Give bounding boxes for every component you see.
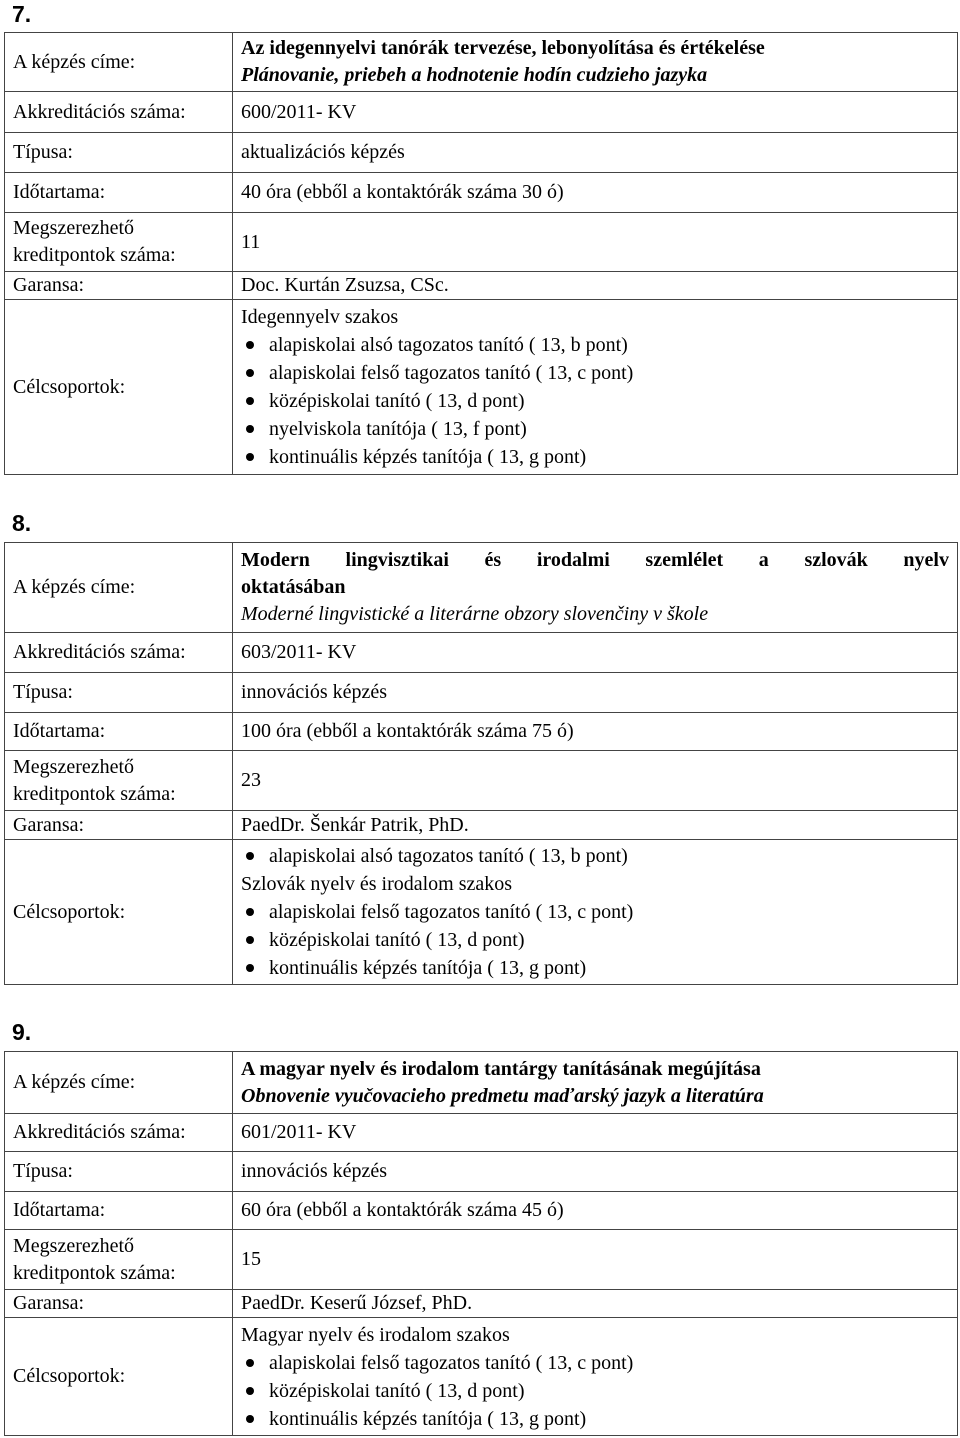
title-slovak: Plánovanie, priebeh a hodnotenie hodín cudzieho jazyka (241, 64, 708, 86)
target-list (241, 1349, 949, 1433)
title-hungarian: Modern lingvisztikai és irodalmi szemlélet a szlovák nyelv (241, 549, 949, 571)
title-hungarian-cont: oktatásában (241, 576, 346, 598)
section-number: 7. (12, 1, 32, 27)
title-cell (233, 543, 958, 633)
duration-value: 40 óra (ebből a kontaktórák száma 30 ó) (233, 173, 958, 213)
type-row (5, 1152, 958, 1192)
guarantor-label: Garansa: (5, 811, 233, 840)
credits-label (5, 213, 233, 272)
guarantor-row (5, 811, 958, 840)
target-cell (233, 1318, 958, 1436)
target-heading: Szlovák nyelv és irodalom szakos (241, 873, 513, 895)
credits-label-line2: kreditpontok száma: (13, 244, 176, 266)
title-slovak: Moderné lingvistické a literárne obzory slovenčiny v škole (241, 603, 709, 625)
list-item: alapiskolai alsó tagozatos tanító ( 13, b pont) (269, 331, 949, 359)
duration-label: Időtartama: (5, 1192, 233, 1230)
target-list (241, 331, 949, 471)
target-row (5, 1318, 958, 1436)
target-row (5, 840, 958, 985)
accreditation-label: Akkreditációs száma: (5, 92, 233, 133)
guarantor-value: Doc. Kurtán Zsuzsa, CSc. (233, 272, 958, 300)
section-number: 9. (12, 1019, 32, 1045)
credits-row (5, 1230, 958, 1290)
credits-label-line1: Megszerezhető (13, 1234, 135, 1257)
title-hungarian: Az idegennyelvi tanórák tervezése, lebonyolítása és értékelése (241, 37, 765, 59)
course-table (4, 1051, 958, 1436)
list-item: középiskolai tanító ( 13, d pont) (269, 1377, 949, 1405)
type-value: innovációs képzés (233, 673, 958, 713)
accreditation-label: Akkreditációs száma: (5, 1114, 233, 1152)
guarantor-value: PaedDr. Šenkár Patrik, PhD. (233, 811, 958, 840)
guarantor-row (5, 1290, 958, 1318)
credits-value: 15 (233, 1230, 958, 1290)
section-number: 8. (12, 510, 32, 536)
type-label: Típusa: (5, 1152, 233, 1192)
title-cell (233, 33, 958, 92)
course-table (4, 542, 958, 985)
type-label: Típusa: (5, 673, 233, 713)
target-heading: Magyar nyelv és irodalom szakos (241, 1323, 510, 1346)
duration-row (5, 173, 958, 213)
guarantor-label: Garansa: (5, 272, 233, 300)
credits-label (5, 1230, 233, 1290)
accreditation-value: 603/2011- KV (233, 633, 958, 673)
list-item: kontinuális képzés tanítója ( 13, g pont) (269, 443, 949, 471)
target-label: Célcsoportok: (5, 300, 233, 475)
accreditation-value: 601/2011- KV (233, 1114, 958, 1152)
type-row (5, 133, 958, 173)
accreditation-row (5, 92, 958, 133)
title-row (5, 1052, 958, 1114)
title-cell (233, 1052, 958, 1114)
credits-row (5, 213, 958, 272)
credits-row (5, 751, 958, 811)
duration-value: 100 óra (ebből a kontaktórák száma 75 ó) (233, 713, 958, 751)
duration-label: Időtartama: (5, 173, 233, 213)
list-item: nyelviskola tanítója ( 13, f pont) (269, 415, 949, 443)
credits-value: 11 (233, 213, 958, 272)
target-cell (233, 840, 958, 985)
target-list (241, 842, 949, 870)
list-item: alapiskolai felső tagozatos tanító ( 13, c pont) (269, 359, 949, 387)
target-label: Célcsoportok: (5, 1318, 233, 1436)
guarantor-label: Garansa: (5, 1290, 233, 1318)
target-list (241, 898, 949, 982)
duration-label: Időtartama: (5, 713, 233, 751)
duration-row (5, 713, 958, 751)
list-item: kontinuális képzés tanítója ( 13, g pont) (269, 1405, 949, 1433)
list-item: alapiskolai felső tagozatos tanító ( 13, c pont) (269, 898, 949, 926)
type-label: Típusa: (5, 133, 233, 173)
list-item: alapiskolai alsó tagozatos tanító ( 13, b pont) (269, 842, 949, 870)
accreditation-value: 600/2011- KV (233, 92, 958, 133)
list-item: kontinuális képzés tanítója ( 13, g pont) (269, 954, 949, 982)
title-hungarian: A magyar nyelv és irodalom tantárgy tanításának megújítása (241, 1057, 761, 1080)
type-row (5, 673, 958, 713)
title-row (5, 33, 958, 92)
credits-value: 23 (233, 751, 958, 811)
course-table (4, 32, 958, 475)
target-label: Célcsoportok: (5, 840, 233, 985)
guarantor-row (5, 272, 958, 300)
target-row (5, 300, 958, 475)
title-label: A képzés címe: (5, 33, 233, 92)
accreditation-label: Akkreditációs száma: (5, 633, 233, 673)
credits-label-line1: Megszerezhető (13, 217, 135, 239)
credits-label-line1: Megszerezhető (13, 755, 135, 778)
type-value: innovációs képzés (233, 1152, 958, 1192)
list-item: alapiskolai felső tagozatos tanító ( 13, c pont) (269, 1349, 949, 1377)
type-value: aktualizációs képzés (233, 133, 958, 173)
title-label: A képzés címe: (5, 1052, 233, 1114)
target-heading: Idegennyelv szakos (241, 306, 399, 328)
list-item: középiskolai tanító ( 13, d pont) (269, 387, 949, 415)
credits-label (5, 751, 233, 811)
target-cell (233, 300, 958, 475)
title-row (5, 543, 958, 633)
accreditation-row (5, 633, 958, 673)
title-slovak: Obnovenie vyučovacieho predmetu maďarský jazyk a literatúra (241, 1084, 764, 1107)
duration-row (5, 1192, 958, 1230)
duration-value: 60 óra (ebből a kontaktórák száma 45 ó) (233, 1192, 958, 1230)
credits-label-line2: kreditpontok száma: (13, 1261, 176, 1284)
guarantor-value: PaedDr. Keserű József, PhD. (233, 1290, 958, 1318)
credits-label-line2: kreditpontok száma: (13, 782, 176, 805)
list-item: középiskolai tanító ( 13, d pont) (269, 926, 949, 954)
accreditation-row (5, 1114, 958, 1152)
title-label: A képzés címe: (5, 543, 233, 633)
